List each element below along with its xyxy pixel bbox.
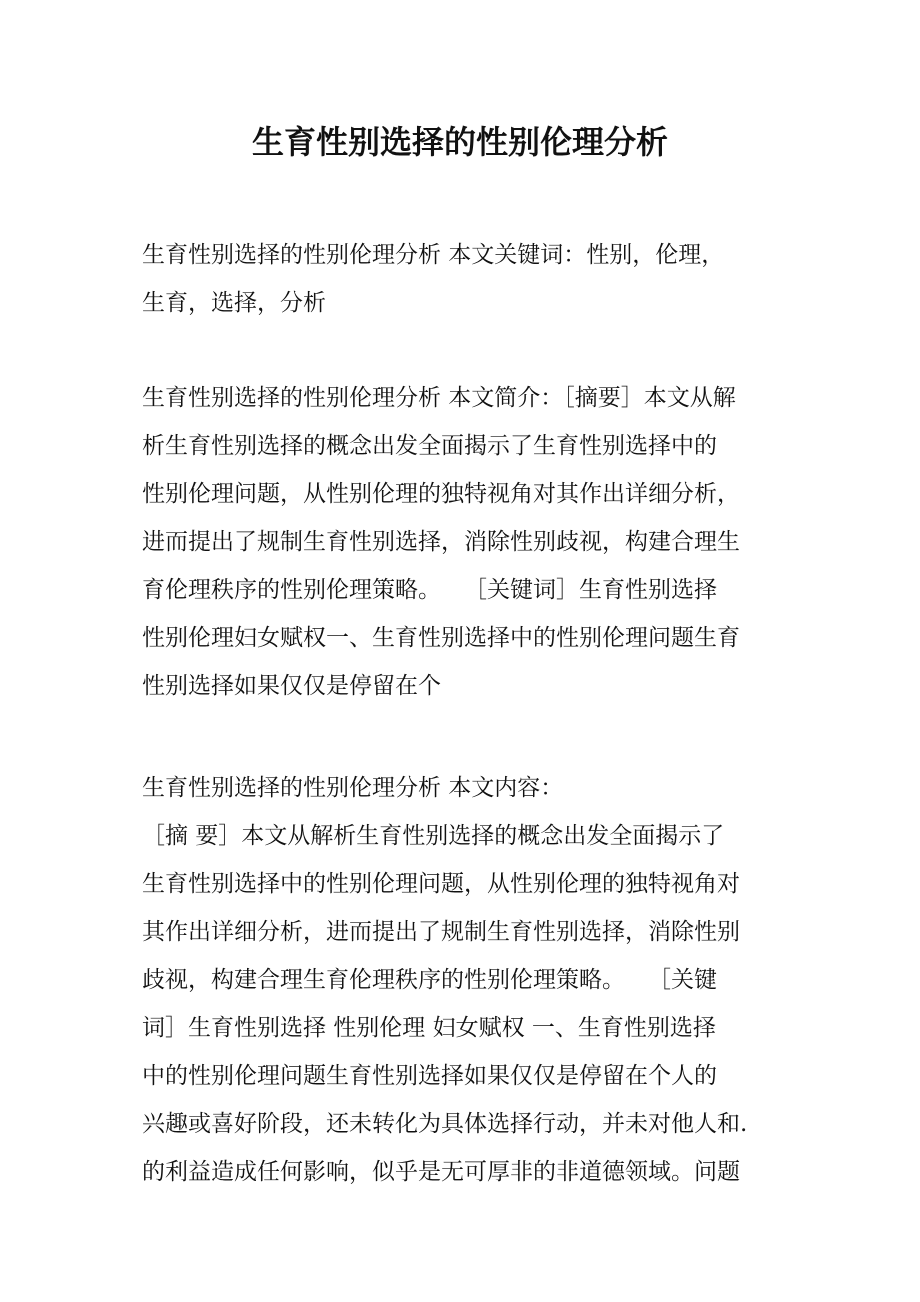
paragraph-line: 生育，选择，分析 [142,290,326,316]
paragraph-line: 性别选择如果仅仅是停留在个 [142,673,441,699]
paragraph-line: 生育性别选择中的性别伦理问题，从性别伦理的独特视角对 [142,871,740,897]
paragraph-line: 中的性别伦理问题生育性别选择如果仅仅是停留在个人的 [142,1063,717,1089]
paragraph-line: 兴趣或喜好阶段，还未转化为具体选择行动，并未对他人和. [142,1111,748,1137]
paragraph-line: 的利益造成任何影响，似乎是无可厚非的非道德领域。问题 [142,1159,740,1185]
paragraph-line: 其作出详细分析，进而提出了规制生育性别选择，消除性别 [142,919,740,945]
paragraph-line: 育伦理秩序的性别伦理策略。 ［关键词］生育性别选择 [142,577,717,603]
paragraph-line: 进而提出了规制生育性别选择，消除性别歧视，构建合理生 [142,529,740,555]
paragraph-line: 歧视，构建合理生育伦理秩序的性别伦理策略。 ［关键 [142,967,717,993]
keywords-paragraph [142,231,782,327]
paragraph-line: 词］生育性别选择 性别伦理 妇女赋权 一、生育性别选择 [142,1015,716,1041]
paragraph-line: 生育性别选择的性别伦理分析 本文简介：［摘要］本文从解 [142,385,736,411]
content-paragraph [142,764,782,1196]
summary-paragraph [142,374,782,710]
paragraph-line: 性别伦理妇女赋权一、生育性别选择中的性别伦理问题生育 [142,625,740,651]
paragraph-line: ［摘 要］本文从解析生育性别选择的概念出发全面揭示了 [142,823,725,849]
paragraph-line: 生育性别选择的性别伦理分析 本文内容： [142,775,564,801]
paragraph-line: 生育性别选择的性别伦理分析 本文关键词：性别，伦理， [142,242,725,268]
paragraph-line: 析生育性别选择的概念出发全面揭示了生育性别选择中的 [142,433,717,459]
document-title: 生育性别选择的性别伦理分析 [251,123,668,161]
paragraph-line: 性别伦理问题，从性别伦理的独特视角对其作出详细分析， [142,481,740,507]
